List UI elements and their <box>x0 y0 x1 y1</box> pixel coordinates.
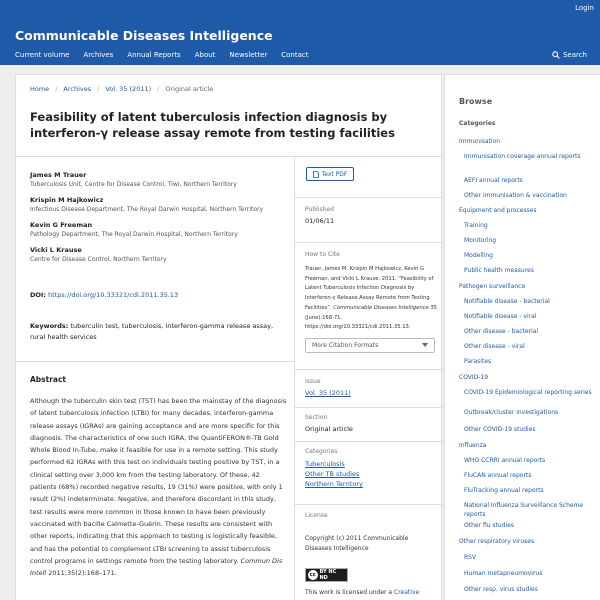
breadcrumb-separator: / <box>55 85 58 93</box>
divider <box>295 242 443 243</box>
author-entry <box>30 221 290 239</box>
search-icon <box>552 51 560 59</box>
author-affiliation: Pathology Department, The Royal Darwin Hospital, Northern Territory <box>30 231 238 238</box>
categories-label: Categories <box>305 448 338 455</box>
keywords-row <box>30 321 288 343</box>
cite-label: How to Cite <box>305 251 340 258</box>
browse-sidebar <box>444 74 600 600</box>
sidebar-category-link[interactable]: Other immunisation & vaccination <box>464 192 567 199</box>
breadcrumb-volume[interactable]: Vol. 35 (2011) <box>105 85 152 93</box>
author-affiliation: Tuberculosis Unit, Centre for Disease Control, Tiwi, Northern Territory <box>30 181 237 188</box>
site-title[interactable]: Communicable Diseases Intelligence <box>15 28 273 43</box>
more-formats-label: More Citation Formats <box>312 342 379 349</box>
keywords-label: Keywords: <box>30 322 69 330</box>
citation-rest: 35 (June):168-71. https://doi.org/10.33321/cdi.2011.35.13. <box>305 304 437 331</box>
sidebar-category-link[interactable]: Notifiable disease - bacterial <box>464 298 550 305</box>
sidebar-category-link[interactable]: Monitoring <box>464 237 497 244</box>
sidebar-category-link[interactable]: Other flu studies <box>464 522 515 529</box>
sidebar-category-link[interactable]: Other COVID-19 studies <box>464 426 536 433</box>
pdf-button-label: Text PDF <box>321 170 348 178</box>
divider <box>295 407 443 408</box>
sidebar-category-link[interactable]: FluTracking annual reports <box>464 487 544 494</box>
sidebar-category-link[interactable]: Human metapneumovirus <box>464 570 543 577</box>
sidebar-category-link[interactable]: FluCAN annual reports <box>464 472 532 479</box>
pdf-button[interactable] <box>306 167 354 181</box>
browse-heading: Browse <box>459 97 493 106</box>
sidebar-category-link[interactable]: AEFI annual reports <box>464 177 523 184</box>
sidebar-category-link[interactable]: COVID-19 <box>459 374 489 381</box>
author-affiliation: Centre for Disease Control, Northern Territory <box>30 256 167 263</box>
section-label: Section <box>305 414 328 421</box>
sidebar-category-link[interactable]: Parasites <box>464 358 492 365</box>
published-label: Published <box>305 206 334 213</box>
main-nav <box>15 51 309 59</box>
sidebar-category-link[interactable]: RSV <box>464 554 477 561</box>
license-footer-text: This work is licensed under a <box>305 589 395 596</box>
sidebar-category-link[interactable]: WHO CCRRI annual reports <box>464 457 546 464</box>
author-entry <box>30 246 290 264</box>
categories-heading: Categories <box>459 120 496 127</box>
license-footer <box>305 589 419 596</box>
sidebar-category-link[interactable]: Other resp. virus studies <box>464 586 538 593</box>
category-link[interactable]: Tuberculosis <box>305 460 345 468</box>
caret-down-icon <box>422 343 428 347</box>
cc-license-badge[interactable] <box>305 568 348 582</box>
issue-link[interactable]: Vol. 35 (2011) <box>305 389 351 397</box>
divider <box>295 369 443 370</box>
license-text: Copyright (c) 2011 Communicable Diseases Intelligence <box>305 535 409 552</box>
sidebar-category-link[interactable]: Public health measures <box>464 267 534 274</box>
breadcrumb <box>30 85 213 93</box>
nav-annual-reports[interactable]: Annual Reports <box>127 51 181 59</box>
author-name: Kevin G Freeman <box>30 221 93 229</box>
article-title: Feasibility of latent tuberculosis infection diagnosis by interferon-γ release assay remote from testing facilities <box>30 110 395 140</box>
license-label: License <box>305 512 328 519</box>
divider <box>295 504 443 505</box>
nav-current-volume[interactable]: Current volume <box>15 51 70 59</box>
cc-badge-text: BY NC ND <box>319 569 337 581</box>
breadcrumb-home[interactable]: Home <box>30 85 50 93</box>
nav-newsletter[interactable]: Newsletter <box>229 51 268 59</box>
category-link[interactable]: Northern Territory <box>305 480 363 488</box>
more-citation-formats-dropdown[interactable] <box>305 338 435 353</box>
abstract-body <box>30 395 288 579</box>
column-divider <box>294 157 295 600</box>
author-name: Vicki L Krause <box>30 246 82 254</box>
sidebar-category-link[interactable]: Notifiable disease - viral <box>464 313 537 320</box>
sidebar-category-link[interactable]: Training <box>464 222 488 229</box>
category-link[interactable]: Other TB studies <box>305 470 360 478</box>
author-name: James M Trauer <box>30 171 87 179</box>
doi-link[interactable]: https://doi.org/10.33321/cdi.2011.35.13 <box>48 291 179 299</box>
sidebar-category-link[interactable]: COVID-19 Epidemiological reporting series <box>464 389 592 396</box>
breadcrumb-archives[interactable]: Archives <box>63 85 92 93</box>
login-link[interactable]: Login <box>575 4 594 12</box>
citation-journal: Communicable Diseases Intelligence <box>333 304 429 311</box>
abstract-citation-rest: 2011;35(2):168–171. <box>46 569 117 578</box>
breadcrumb-separator: / <box>157 85 160 93</box>
creative-commons-icon: cc <box>309 572 316 578</box>
nav-about[interactable]: About <box>194 51 216 59</box>
divider <box>16 361 294 362</box>
author-entry <box>30 171 290 189</box>
license-footer-link[interactable]: Creative <box>394 589 420 596</box>
sidebar-category-link[interactable]: Immunisation <box>459 138 501 145</box>
search-label: Search <box>562 51 587 59</box>
section-value: Original article <box>305 425 353 433</box>
citation-plain: Trauer, James M, Krispin M Hajkowicz, Kevin G Freeman, and Vicki L Krause. 2011. “Feasibility of Latent Tuberculosis Infection Diagnosis by Interferon-γ Release Assay Remote from Testing Facilities”. <box>305 266 434 311</box>
author-entry <box>30 196 290 214</box>
published-value: 01/06/11 <box>305 217 335 225</box>
sidebar-category-link[interactable]: Other disease - bacterial <box>464 328 539 335</box>
author-affiliation: Infectious Disease Department, The Royal Darwin Hospital, Northern Territory <box>30 206 264 213</box>
sidebar-category-link[interactable]: Equipment and processes <box>459 207 537 214</box>
breadcrumb-current: Original article <box>165 85 214 93</box>
divider <box>295 197 443 198</box>
author-name: Krispin M Hajkowicz <box>30 196 104 204</box>
article-content <box>15 74 442 600</box>
file-icon <box>313 171 319 178</box>
abstract-citation-journal: Commun Dis Intell <box>30 556 283 578</box>
sidebar-category-link[interactable]: Influenza <box>459 442 487 449</box>
divider <box>16 156 443 157</box>
issue-label: Issue <box>305 378 321 385</box>
sidebar-category-link[interactable]: National Influenza Surveillance Scheme reports <box>464 502 584 518</box>
search-link[interactable] <box>552 51 587 59</box>
sidebar-category-link[interactable]: Other disease - viral <box>464 343 525 350</box>
doi-label: DOI: <box>30 291 46 299</box>
nav-archives[interactable]: Archives <box>83 51 114 59</box>
citation-text <box>305 265 437 333</box>
sidebar-category-link[interactable]: Pathogen surveillance <box>459 283 526 290</box>
nav-contact[interactable]: Contact <box>281 51 309 59</box>
sidebar-category-link[interactable]: Immunisation coverage annual reports <box>464 153 581 160</box>
breadcrumb-separator: / <box>97 85 100 93</box>
site-header <box>0 0 600 65</box>
sidebar-category-link[interactable]: Outbreak/cluster investigations <box>464 409 559 416</box>
abstract-heading: Abstract <box>30 375 67 384</box>
keywords-value: tuberculin test, tuberculosis, interferon-gamma release assay, rural health services <box>30 322 274 341</box>
divider <box>295 441 443 442</box>
doi-row <box>30 291 178 299</box>
sidebar-category-link[interactable]: Modelling <box>464 252 493 259</box>
sidebar-category-link[interactable]: Other respiratory viruses <box>459 538 535 545</box>
abstract-text: Although the tuberculin skin test (TST) has been the mainstay of the diagnosis of latent tuberculosis infection (LTBI) for many decades, interferon-gamma release assays (IGRAs) are gaining acceptance and are more specific for this diagnosis. The characteristics of one such IGRA, the QuantiFERON®-TB Gold Whole Blood In-Tube, make it feasible for use in a remote setting. This study performed 62 IGRAs with this test on individuals testing positive by TST, in a clinical setting over 3,000 km from the testing laboratory. Of these, 42 patients (68%) recorded negative results, 19 (31%) were positive, with only 1 result (2%) indeterminate. Negative, and therefore discordant in this study, test results were more common in those known to have been previously vaccinated with bacille Calmette-Guérin. These results are consistent with other reports, indicating that this approach to testing is logistically feasible, and has the potential to complement LTBI screening to assist tuberculosis control programs in settings remote from the testing laboratory. <box>30 397 287 565</box>
